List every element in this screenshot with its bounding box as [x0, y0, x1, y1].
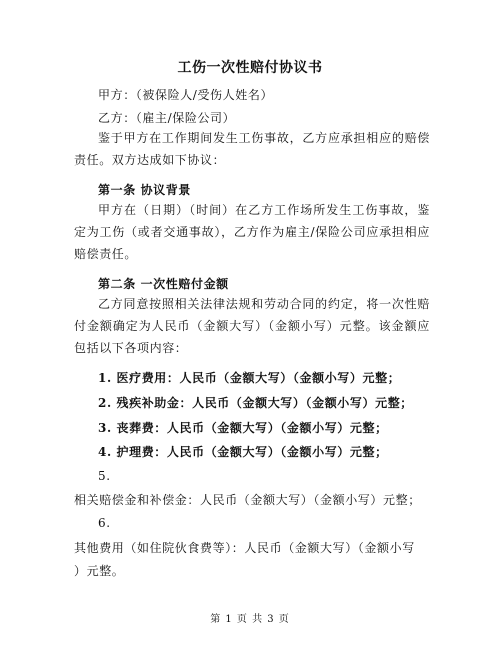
document-title: 工伤一次性赔付协议书	[177, 60, 323, 76]
article1-heading: 第一条 协议背景	[98, 183, 191, 197]
list-item-6-number: 6.	[98, 516, 111, 530]
article2-heading: 第二条 一次性赔付金额	[98, 277, 229, 291]
list-item-nursing: 4. 护理费：人民币（金额大写）（金额小写）元整；	[98, 445, 388, 459]
article2-body: 乙方同意按照相关法律法规和劳动合同的约定，将一次性赔付金额确定为人民币（金额大写）（金额小写）元整。该金额应包括以下各项内容：	[74, 297, 430, 355]
list-item-6-text: 其他费用（如住院伙食费等）：人民币（金额大写）（金额小写	[74, 541, 415, 555]
list-item-5-number: 5.	[98, 469, 111, 483]
list-item-funeral: 3. 丧葬费：人民币（金额大写）（金额小写）元整；	[98, 421, 388, 435]
list-item-medical: 1. 医疗费用：人民币（金额大写）（金额小写）元整；	[98, 371, 401, 385]
party-b-line: 乙方：（雇主/保险公司）	[98, 111, 236, 125]
article1-body: 甲方在（日期）（时间）在乙方工作场所发生工伤事故，鉴定为工伤（或者交通事故），乙方作为雇主/保险公司应承担相应赔偿责任。	[74, 203, 430, 261]
party-a-line: 甲方：（被保险人/受伤人姓名）	[98, 88, 274, 102]
list-item-6-text-cont: ）元整。	[74, 564, 125, 578]
page-footer: 第 1 页 共 3 页	[210, 614, 290, 625]
list-item-5-text: 相关赔偿金和补偿金：人民币（金额大写）（金额小写）元整；	[74, 493, 421, 507]
intro-paragraph: 鉴于甲方在工作期间发生工伤事故，乙方应承担相应的赔偿责任。双方达成如下协议：	[74, 131, 430, 167]
list-item-disability: 2. 残疾补助金：人民币（金额大写）（金额小写）元整；	[98, 396, 413, 410]
